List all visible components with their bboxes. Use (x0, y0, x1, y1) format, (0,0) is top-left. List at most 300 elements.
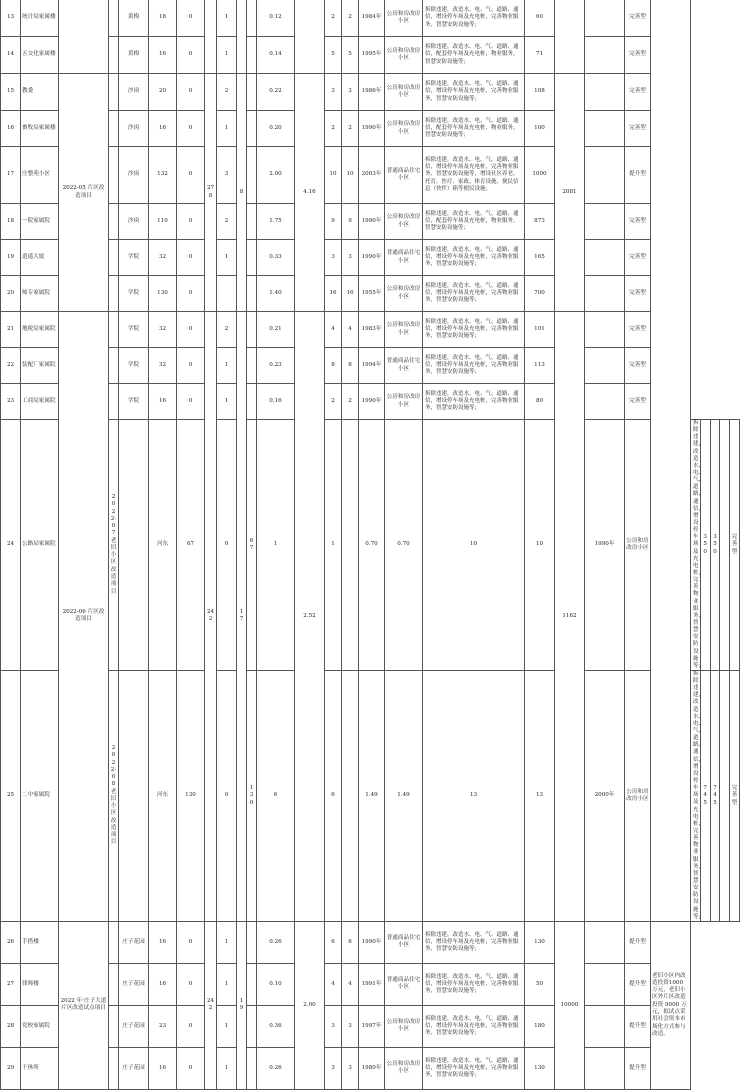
spacer-cell (585, 0, 625, 37)
value-col13: 3 (342, 74, 359, 111)
spacer-cell (247, 147, 257, 204)
build-year: 1995年 (359, 37, 385, 74)
area-size: 0.26 (257, 1047, 295, 1089)
households-count: 32 (149, 240, 177, 276)
investment-amount: 350 (700, 420, 710, 671)
renovation-measures: 拆除违建，改造水、电、气、道路、通信，配套停车场及充电桩，物业服务，智慧安防设施等； (423, 204, 525, 240)
build-year: 1990年 (359, 921, 385, 963)
investment-amount: 1000 (525, 147, 555, 204)
buildings-count: 1 (217, 348, 237, 384)
renovation-measures: 拆除违建，改造水、电、气、道路、通信，增设停车场及充电桩，完善物业服务，智慧安防设施等； (423, 1005, 525, 1047)
households-count: 110 (149, 204, 177, 240)
community-category: 公房和房改房小区 (385, 37, 423, 74)
households-count: 32 (149, 312, 177, 348)
district-area: 沙岗 (119, 147, 149, 204)
spacer-cell (247, 240, 257, 276)
value-col13: 10 (525, 420, 555, 671)
value-col12: 8 (325, 348, 342, 384)
table-row (1, 963, 740, 1005)
investment-amount: 745 (700, 670, 710, 921)
table-row (1, 111, 740, 147)
spacer-cell (585, 111, 625, 147)
buildings-count: 2 (217, 312, 237, 348)
build-year: 2003年 (359, 147, 385, 204)
build-year: 1990年 (359, 204, 385, 240)
spacer-cell (585, 74, 625, 111)
renovation-measures: 拆除违建，改造水、电、气、道路、通信，增设停车场及充电桩，完善物业服务，智慧安防设施等； (423, 0, 525, 37)
community-category: 普通商品住宅小区 (385, 240, 423, 276)
spacer-cell (109, 111, 119, 147)
spacer-cell (109, 37, 119, 74)
households-count: 16 (149, 921, 177, 963)
investment-amount: 60 (525, 0, 555, 37)
spacer-cell (109, 348, 119, 384)
build-year: 1980年 (359, 1047, 385, 1089)
community-name: 地税局家属院 (21, 312, 59, 348)
spacer-cell (247, 1005, 257, 1047)
build-year: 2000年 (585, 670, 625, 921)
community-category: 公房和房改房小区 (625, 420, 651, 671)
renovation-measures: 拆除违建，改造水、电、气、道路、通信，增设停车场及充电桩，完善物业服务，智慧安防设施等； (423, 74, 525, 111)
area-size: 0.36 (257, 1005, 295, 1047)
investment-amount: 101 (525, 312, 555, 348)
spacer-cell (247, 0, 257, 37)
district-area: 庄子花园 (119, 1047, 149, 1089)
value-col12: 4 (325, 312, 342, 348)
households-count: 67 (177, 420, 205, 671)
spacer-cell (109, 312, 119, 348)
renovation-measures: 拆除违建，改造水、电、气、道路、通信，增设停车场及充电桩，完善物业服务，智慧安防设施等； (423, 312, 525, 348)
value-col12: 6 (325, 921, 342, 963)
value-col5: 0 (177, 37, 205, 74)
community-name: 干休所 (21, 1047, 59, 1089)
district-area: 庄子花园 (119, 1005, 149, 1047)
community-category: 公房和房改房小区 (385, 204, 423, 240)
table-row (1, 0, 740, 37)
investment-amount: 113 (525, 348, 555, 384)
note-empty (651, 0, 691, 921)
buildings-count: 1 (217, 1005, 237, 1047)
spacer-cell (109, 74, 119, 111)
households-count: 130 (177, 670, 205, 921)
renovation-type: 完善型 (625, 111, 651, 147)
renovation-type: 完善型 (730, 420, 740, 671)
renovation-type: 完善型 (625, 0, 651, 37)
table-row (1, 37, 740, 74)
buildings-count: 1 (217, 963, 237, 1005)
spacer-cell (585, 1005, 625, 1047)
value-col12: 16 (325, 276, 342, 312)
households-count: 18 (149, 0, 177, 37)
renovation-type: 提升型 (625, 921, 651, 963)
buildings-count: 2 (217, 204, 237, 240)
community-name: 庄整苑小区 (21, 147, 59, 204)
buildings-count: 1 (257, 420, 295, 671)
community-category: 公房和房改房小区 (385, 384, 423, 420)
renovation-type: 完善型 (625, 312, 651, 348)
build-year: 1991年 (359, 963, 385, 1005)
district-area: 黄梅 (119, 37, 149, 74)
community-category: 普通商品住宅小区 (385, 921, 423, 963)
row-number: 15 (1, 74, 21, 111)
row-number: 26 (1, 921, 21, 963)
spacer-cell (585, 240, 625, 276)
group-households-empty (205, 0, 217, 74)
value-col13: 3 (342, 240, 359, 276)
row-number: 23 (1, 384, 21, 420)
renovation-type: 完善型 (730, 670, 740, 921)
value-col5: 0 (177, 204, 205, 240)
households-count: 16 (149, 384, 177, 420)
community-category: 普通商品住宅小区 (385, 348, 423, 384)
value-col5: 0 (177, 0, 205, 37)
renovation-measures: 拆除违建，改造水、电、气、道路、通信，增设停车场及充电桩，完善物业服务，智慧安防设施等； (691, 420, 701, 671)
build-year: 1994年 (359, 348, 385, 384)
community-name: 畜牧局家属楼 (21, 111, 59, 147)
spacer-cell (247, 204, 257, 240)
value-col5: 0 (177, 240, 205, 276)
area-size: 0.20 (257, 111, 295, 147)
investment-amount: 700 (525, 276, 555, 312)
row-number: 16 (1, 111, 21, 147)
district-area: 学院 (119, 276, 149, 312)
build-year: 1986年 (359, 74, 385, 111)
group-buildings-empty (237, 0, 247, 74)
community-name: 工商局家属院 (21, 384, 59, 420)
investment-amount: 873 (525, 204, 555, 240)
buildings-count (217, 276, 237, 312)
renovation-measures: 拆除违建，改造水、电、气、道路、通信，增设停车场及充电桩，完善物业服务，智慧安防设施等； (423, 963, 525, 1005)
area-size: 0.70 (359, 420, 385, 671)
group-size: 1.49 (385, 670, 423, 921)
district-area: 学院 (119, 312, 149, 348)
spacer-cell (109, 276, 119, 312)
table-row (1, 276, 740, 312)
project-name: 2022-07 老旧小区改造项目 (109, 420, 119, 671)
spacer-cell (247, 921, 257, 963)
spacer-cell (720, 420, 730, 671)
value-col13: 10 (342, 147, 359, 204)
renovation-type: 完善型 (625, 37, 651, 74)
spacer-cell (342, 670, 359, 921)
build-year: 1990年 (359, 384, 385, 420)
renovation-measures: 拆除违建，改造水、电、气、道路、通信，增设停车场及充电桩，完善物业服务，智慧安防设施等； (423, 348, 525, 384)
community-category: 公房和房改房小区 (625, 670, 651, 921)
spacer-cell (109, 147, 119, 204)
value-col13: 4 (342, 312, 359, 348)
row-number: 19 (1, 240, 21, 276)
renovation-measures: 拆除违建，改造水、电、气、道路、通信，配套停车场及充电桩，物业服务，智慧安防设施等； (423, 37, 525, 74)
value-col13: 13 (525, 670, 555, 921)
build-year: 1997年 (359, 1005, 385, 1047)
renovation-measures: 拆除违建，改造水、电、气、道路、通信，增设停车场及充电桩，完善物业服务、智慧安防设施等，增设社区养老、托育、医疗、家政、体育设施、便民信息（快件）箱等便民设施； (423, 147, 525, 204)
value-col13: 4 (342, 963, 359, 1005)
build-year: 1990年 (359, 240, 385, 276)
buildings-count: 1 (217, 240, 237, 276)
value-col12: 3 (325, 1005, 342, 1047)
row-number: 14 (1, 37, 21, 74)
community-category: 普通商品住宅小区 (385, 963, 423, 1005)
renovation-type: 完善型 (625, 348, 651, 384)
renovation-type: 提升型 (625, 147, 651, 204)
spacer-cell (119, 420, 149, 671)
value-col13: 16 (342, 276, 359, 312)
district-area: 沙岗 (119, 74, 149, 111)
spacer-cell (585, 921, 625, 963)
value-col12: 2 (325, 384, 342, 420)
group-households: 67 (247, 420, 257, 671)
renovation-type: 提升型 (625, 1005, 651, 1047)
project-name-empty (59, 0, 109, 74)
spacer-cell (585, 147, 625, 204)
spacer-cell (247, 384, 257, 420)
spacer-cell (109, 204, 119, 240)
spacer-cell (247, 276, 257, 312)
households-count: 16 (149, 111, 177, 147)
renovation-measures: 拆除违建，改造水、电、气、道路、通信，增设停车场及充电桩，完善物业服务，智慧安防设施等； (423, 240, 525, 276)
households-count: 16 (149, 37, 177, 74)
value-col5: 0 (177, 111, 205, 147)
area-size: 0.33 (257, 240, 295, 276)
value-col12: 3 (325, 1047, 342, 1089)
community-name: 逍遥大厦 (21, 240, 59, 276)
spacer-cell (109, 1047, 119, 1089)
value-col13: 3 (342, 1047, 359, 1089)
value-col12: 3 (325, 240, 342, 276)
community-name: 二中家属院 (21, 670, 59, 921)
value-col12: 10 (325, 147, 342, 204)
table-row (1, 670, 740, 921)
value-col5: 0 (217, 670, 237, 921)
table-row (1, 420, 740, 671)
value-col12: 9 (325, 204, 342, 240)
table-row (1, 384, 740, 420)
district-area: 沙岗 (119, 111, 149, 147)
spacer-cell (585, 384, 625, 420)
value-col12: 13 (423, 670, 525, 921)
renovation-type: 完善型 (625, 240, 651, 276)
spacer-cell (109, 0, 119, 37)
spacer-cell (585, 276, 625, 312)
group-buildings: 19 (237, 921, 247, 1089)
value-col5: 0 (177, 348, 205, 384)
value-col13: 2 (342, 0, 359, 37)
community-category: 公房和房改房小区 (385, 74, 423, 111)
table-row (1, 204, 740, 240)
district-area: 黄梅 (119, 0, 149, 37)
community-name: 手搭楼 (21, 921, 59, 963)
renovation-measures: 拆除违建，改造水、电、气、道路、通信，增设停车场及充电桩，完善物业服务，智慧安防设施等； (423, 1047, 525, 1089)
spacer-cell (119, 670, 149, 921)
renovation-measures: 拆除违建，改造水、电、气、道路、通信，增设停车场及充电桩，完善物业服务，智慧安防设施等； (423, 921, 525, 963)
spacer-cell (720, 670, 730, 921)
district-area: 河东 (149, 670, 177, 921)
spacer-cell (585, 1047, 625, 1089)
group-households: 242 (205, 921, 217, 1089)
community-category: 公房和房改房小区 (385, 276, 423, 312)
value-col12: 4 (325, 963, 342, 1005)
households-count: 16 (149, 1047, 177, 1089)
buildings-count: 1 (217, 921, 237, 963)
group-size: 2.52 (295, 312, 325, 922)
area-size: 0.10 (257, 963, 295, 1005)
group-amount: 745 (710, 670, 720, 921)
spacer-cell (585, 204, 625, 240)
row-number: 18 (1, 204, 21, 240)
buildings-count: 1 (217, 0, 237, 37)
spacer-cell (585, 37, 625, 74)
area-size: 0.21 (257, 312, 295, 348)
spacer-cell (585, 312, 625, 348)
district-area: 河东 (149, 420, 177, 671)
community-category: 公房和房改房小区 (385, 1047, 423, 1089)
renovation-measures: 拆除违建，改造水、电、气、道路、通信，增设停车场及充电桩，完善物业服务，智慧安防设施等； (423, 384, 525, 420)
group-buildings: 8 (237, 74, 247, 312)
group-buildings: 1 (325, 420, 342, 671)
renovation-type: 完善型 (625, 204, 651, 240)
investment-amount: 50 (525, 963, 555, 1005)
households-count: 16 (149, 963, 177, 1005)
row-number: 13 (1, 0, 21, 37)
area-size: 0.12 (257, 0, 295, 37)
area-size: 0.16 (257, 384, 295, 420)
district-area: 学院 (119, 240, 149, 276)
table-row (1, 348, 740, 384)
row-number: 28 (1, 1005, 21, 1047)
area-size: 2.00 (257, 147, 295, 204)
district-area: 庄子花园 (119, 921, 149, 963)
renovation-type: 完善型 (625, 384, 651, 420)
value-col13: 9 (342, 204, 359, 240)
group-amount-empty (555, 0, 585, 74)
community-category: 公房和房改房小区 (385, 312, 423, 348)
renovation-type: 完善型 (625, 276, 651, 312)
households-count: 32 (149, 348, 177, 384)
community-category: 普通商品住宅小区 (385, 147, 423, 204)
table-row (1, 74, 740, 111)
value-col5: 0 (177, 276, 205, 312)
community-name: 党校家属院 (21, 1005, 59, 1047)
value-col12: 3 (325, 74, 342, 111)
group-households: 242 (205, 312, 217, 922)
community-name: 律师楼 (21, 963, 59, 1005)
investment-amount: 130 (525, 921, 555, 963)
group-size: 0.70 (385, 420, 423, 671)
value-col13: 8 (342, 348, 359, 384)
spacer-cell (342, 420, 359, 671)
group-note: 老旧小区内改造投资1000 万元，老旧小区外片区改造投资 9000 万元，拟试点采用社会资本市场化方式参与改造。 (651, 921, 691, 1089)
community-name: 装配厂家属院 (21, 348, 59, 384)
buildings-count: 1 (217, 384, 237, 420)
table-row (1, 1005, 740, 1047)
community-name: 统计局家属楼 (21, 0, 59, 37)
investment-amount: 180 (525, 1005, 555, 1047)
buildings-count: 2 (217, 74, 237, 111)
group-amount: 10000 (555, 921, 585, 1089)
renovation-type: 提升型 (625, 963, 651, 1005)
value-col5: 0 (177, 147, 205, 204)
area-size: 1.40 (257, 276, 295, 312)
community-name: 师专家属院 (21, 276, 59, 312)
community-category: 公房和房改房小区 (385, 111, 423, 147)
households-count: 20 (149, 74, 177, 111)
build-year: 1990年 (585, 420, 625, 671)
build-year: 1990年 (359, 111, 385, 147)
table-row (1, 240, 740, 276)
spacer-cell (247, 963, 257, 1005)
table-row (1, 147, 740, 204)
investment-amount: 80 (525, 384, 555, 420)
row-number: 21 (1, 312, 21, 348)
community-name: 五交化家属楼 (21, 37, 59, 74)
investment-amount: 108 (525, 74, 555, 111)
group-households: 130 (247, 670, 257, 921)
spacer-cell (109, 921, 119, 963)
spacer-cell (247, 348, 257, 384)
community-name: 教委 (21, 74, 59, 111)
row-number: 22 (1, 348, 21, 384)
spacer-cell (585, 963, 625, 1005)
value-col12: 5 (325, 37, 342, 74)
spacer-cell (247, 74, 257, 111)
community-category: 公房和房改房小区 (385, 0, 423, 37)
row-number: 20 (1, 276, 21, 312)
community-name: 公路局家属院 (21, 420, 59, 671)
area-size: 0.22 (257, 74, 295, 111)
investment-amount: 100 (525, 111, 555, 147)
investment-amount: 165 (525, 240, 555, 276)
district-area: 学院 (119, 348, 149, 384)
value-col5: 0 (177, 384, 205, 420)
area-size: 1.49 (359, 670, 385, 921)
value-col5: 0 (177, 1047, 205, 1089)
value-col13: 3 (342, 1005, 359, 1047)
value-col5: 0 (177, 1005, 205, 1047)
group-households: 278 (205, 74, 217, 312)
buildings-count: 1 (217, 37, 237, 74)
community-category: 公房和房改房小区 (385, 1005, 423, 1047)
group-size-empty (295, 0, 325, 74)
renovation-measures: 拆除违建，改造水、电、气、道路、通信，配套停车场及充电桩，物业服务，智慧安防设施等； (423, 111, 525, 147)
spacer-cell (109, 384, 119, 420)
project-name: 2022 年·庄子大道片区改造试点项目 (59, 921, 109, 1089)
spacer-cell (585, 348, 625, 384)
area-size: 1.75 (257, 204, 295, 240)
row-number: 27 (1, 963, 21, 1005)
renovation-measures: 拆除违建，改造水、电、气、道路、通信，增设停车场及充电桩，完善物业服务，智慧安防设施等； (423, 276, 525, 312)
area-size: 0.26 (257, 921, 295, 963)
buildings-count: 1 (217, 111, 237, 147)
district-area: 学院 (119, 384, 149, 420)
spacer-cell (247, 1047, 257, 1089)
value-col13: 2 (342, 384, 359, 420)
investment-amount: 71 (525, 37, 555, 74)
spacer-cell (109, 1005, 119, 1047)
row-number: 25 (1, 670, 21, 921)
group-size: 2.00 (295, 921, 325, 1089)
district-area: 沙岗 (119, 204, 149, 240)
value-col5: 0 (217, 420, 237, 671)
spacer-cell (109, 240, 119, 276)
area-size: 0.14 (257, 37, 295, 74)
value-col13: 5 (342, 37, 359, 74)
group-amount: 2081 (555, 74, 585, 312)
group-size: 4.16 (295, 74, 325, 312)
table-row (1, 921, 740, 963)
project-name: 2022-08 老旧小区改造项目 (109, 670, 119, 921)
value-col12: 10 (423, 420, 525, 671)
build-year: 1983年 (359, 312, 385, 348)
